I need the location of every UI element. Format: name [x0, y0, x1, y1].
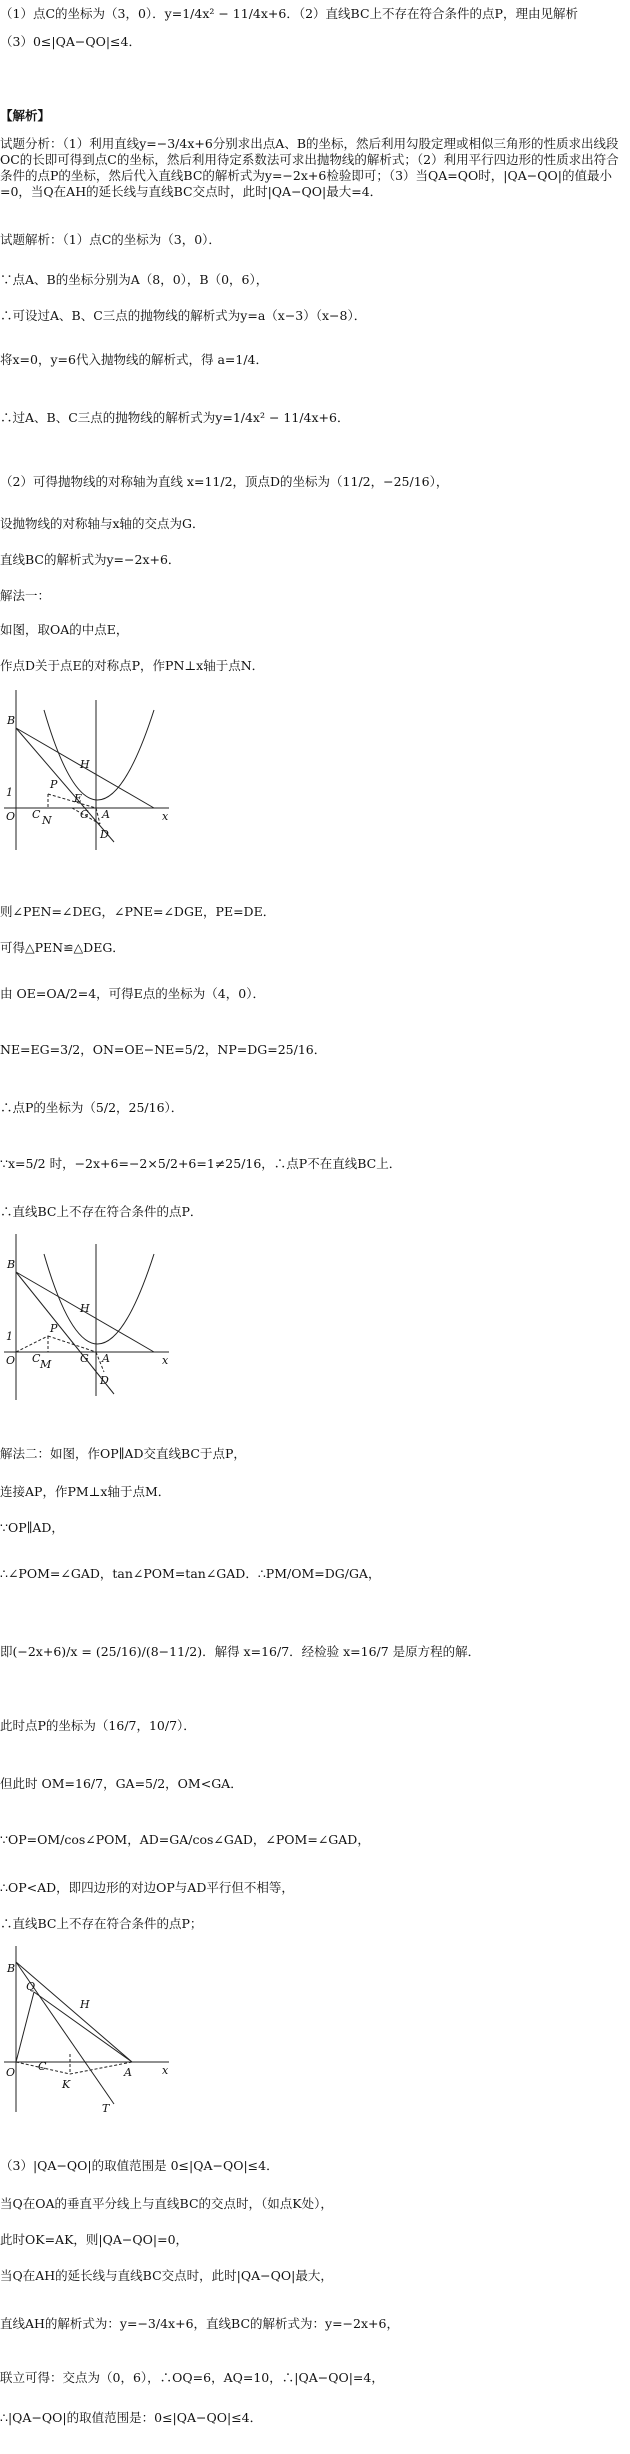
label-1: 1 [6, 786, 13, 799]
label-P: P [50, 778, 58, 791]
label-H: H [80, 758, 90, 771]
part3-line-6: 联立可得：交点为（0，6），∴OQ=6，AQ=10，∴|QA−QO|=4， [0, 2370, 384, 2385]
label-E: E [74, 792, 83, 805]
answer-line-1: （1）点C的坐标为（3，0）．y=1/4x² − 11/4x+6．（2）直线BC上不存在符合条件的点P，理由见解析 [0, 6, 578, 21]
label-O: O [6, 810, 16, 823]
method1-line-8: ∵x=5/2 时，−2x+6=−2×5/2+6=1≠25/16，∴点P不在直线BC上． [0, 1156, 402, 1171]
method1-heading: 解法一： [0, 588, 51, 603]
label-C: C [32, 1352, 41, 1365]
method2-line-10: ∴直线BC上不存在符合条件的点P； [0, 1916, 203, 1931]
label-x: x [162, 2064, 169, 2077]
figure-1 [4, 690, 174, 855]
label-A: A [124, 2066, 132, 2079]
solution-line-4: 将x=0，y=6代入抛物线的解析式，得 a=1/4． [0, 352, 268, 367]
method2-line-1: 解法二：如图，作OP∥AD交直线BC于点P， [0, 1446, 246, 1461]
solution-line-1: 试题解析：（1）点C的坐标为（3，0）． [0, 232, 221, 247]
method1-line-4: 可得△PEN≌△DEG． [0, 940, 125, 955]
method2-line-4: ∴∠POM=∠GAD，tan∠POM=tan∠GAD．∴PM/OM=DG/GA， [0, 1566, 381, 1581]
part2-line-2: 设抛物线的对称轴与x轴的交点为G． [0, 516, 205, 531]
method1-line-1: 如图，取OA的中点E， [0, 622, 129, 637]
label-T: T [102, 2102, 110, 2115]
part3-line-1: （3）|QA−QO|的取值范围是 0≤|QA−QO|≤4． [0, 2158, 279, 2173]
analysis-paragraph: 试题分析：（1）利用直线y=−3/4x+6分别求出点A、B的坐标，然后利用勾股定理或相似三角形的性质求出线段OC的长即可得到点C的坐标，然后利用待定系数法可求出抛物线的解析式；（2）利用平行四边形的性质求出符合条件的点P的坐标，然后代入直线BC的解析式为y=−2x+6检验即可；（3）当QA=QO时，|QA−QO|的值最小=0，当Q在AH的延长线与直线BC交点时，此时|QA−QO|最大=4． [0, 136, 619, 199]
method1-line-6: NE=EG=3/2，ON=OE−NE=5/2，NP=DG=25/16． [0, 1042, 327, 1057]
method2-line-7: 但此时 OM=16/7，GA=5/2，OM<GA． [0, 1776, 243, 1791]
label-D: D [100, 1374, 109, 1387]
label-Q: Q [26, 1980, 36, 1993]
label-B: B [7, 1962, 16, 1975]
method2-line-2: 连接AP，作PM⊥x轴于点M． [0, 1484, 171, 1499]
part3-line-7: ∴|QA−QO|的取值范围是：0≤|QA−QO|≤4． [0, 2410, 263, 2425]
label-A: A [102, 808, 110, 821]
part2-line-3: 直线BC的解析式为y=−2x+6． [0, 552, 181, 567]
method2-line-8: ∵OP=OM/cos∠POM，AD=GA/cos∠GAD，∠POM=∠GAD， [0, 1832, 370, 1847]
label-M: M [40, 1358, 52, 1371]
method1-line-2: 作点D关于点E的对称点P，作PN⊥x轴于点N． [0, 658, 265, 673]
method1-line-3: 则∠PEN=∠DEG，∠PNE=∠DGE，PE=DE． [0, 904, 276, 919]
figure-3 [4, 1946, 174, 2116]
label-x: x [162, 810, 169, 823]
label-P: P [50, 1322, 58, 1335]
label-O: O [6, 1354, 16, 1367]
section-heading: 【解析】 [0, 108, 51, 123]
solution-line-3: ∴可设过A、B、C三点的抛物线的解析式为y=a（x−3）（x−8）． [0, 308, 367, 323]
label-G: G [80, 808, 89, 821]
method1-line-5: 由 OE=OA/2=4，可得E点的坐标为（4，0）． [0, 986, 265, 1001]
method2-line-5: 即(−2x+6)/x = (25/16)/(8−11/2)．解得 x=16/7．经检验 x=16/7 是原方程的解． [0, 1644, 481, 1659]
method1-line-7: ∴点P的坐标为（5/2，25/16）． [0, 1100, 184, 1115]
label-B: B [7, 1258, 16, 1271]
solution-line-5: ∴过A、B、C三点的抛物线的解析式为y=1/4x² − 11/4x+6． [0, 410, 350, 425]
part2-line-1: （2）可得抛物线的对称轴为直线 x=11/2，顶点D的坐标为（11/2，−25/16）， [0, 474, 449, 489]
figure-2 [4, 1234, 174, 1404]
answer-line-2: （3）0≤|QA−QO|≤4． [0, 34, 141, 49]
label-O: O [6, 2066, 16, 2079]
label-H: H [80, 1998, 90, 2011]
label-x: x [162, 1354, 169, 1367]
label-H: H [80, 1302, 90, 1315]
method2-line-3: ∵OP∥AD， [0, 1520, 64, 1535]
label-A: A [102, 1352, 110, 1365]
label-B: B [7, 714, 16, 727]
method1-line-9: ∴直线BC上不存在符合条件的点P． [0, 1204, 203, 1219]
label-D: D [100, 828, 109, 841]
label-C: C [38, 2060, 47, 2073]
label-K: K [62, 2078, 71, 2091]
label-N: N [42, 814, 52, 827]
label-C: C [32, 808, 41, 821]
part3-line-5: 直线AH的解析式为：y=−3/4x+6，直线BC的解析式为：y=−2x+6， [0, 2316, 399, 2331]
method2-line-9: ∴OP<AD，即四边形的对边OP与AD平行但不相等， [0, 1880, 294, 1895]
label-G: G [80, 1352, 89, 1365]
part3-line-4: 当Q在AH的延长线与直线BC交点时，此时|QA−QO|最大， [0, 2268, 333, 2283]
part3-line-3: 此时OK=AK，则|QA−QO|=0， [0, 2232, 189, 2247]
method2-line-6: 此时点P的坐标为（16/7，10/7）． [0, 1718, 196, 1733]
label-1: 1 [6, 1330, 13, 1343]
solution-line-2: ∵点A、B的坐标分别为A（8，0），B（0，6）， [0, 272, 269, 287]
part3-line-2: 当Q在OA的垂直平分线上与直线BC的交点时，（如点K处）， [0, 2196, 333, 2211]
